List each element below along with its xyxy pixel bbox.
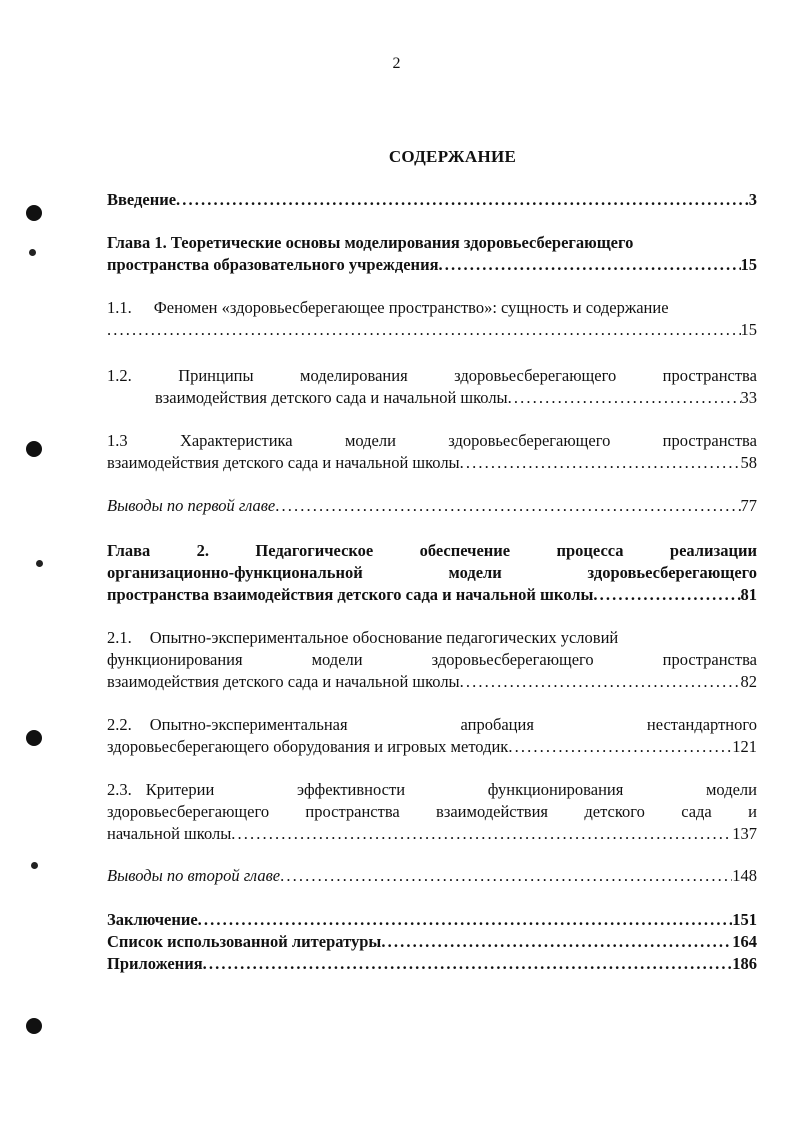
toc-entry-section-2-1-cont	[107, 649, 757, 671]
toc-entry-intro[interactable]	[107, 189, 757, 211]
entry-label: Введение	[107, 190, 177, 209]
entry-label: Опытно-экспериментальное обоснование педагогических условий	[149, 628, 619, 647]
entry-label: Выводы по первой главе	[107, 496, 276, 515]
word: и	[748, 802, 757, 821]
toc-entry-section-2-1[interactable]	[107, 627, 757, 649]
entry-label: пространства образовательного учреждения	[107, 255, 439, 274]
dot-leader	[381, 931, 732, 953]
page-ref: 58	[740, 453, 757, 472]
entry-label: пространства взаимодействия детского сада и начальной школы	[107, 585, 594, 604]
word: пространства	[305, 802, 400, 821]
dot-leader	[107, 319, 741, 341]
page-ref: 81	[740, 585, 757, 604]
toc-entry-chapter-1-cont	[107, 254, 757, 276]
word: Глава	[107, 541, 151, 560]
punch-hole	[26, 730, 42, 746]
word: Принципы	[178, 366, 254, 385]
word: взаимодействия	[436, 802, 549, 821]
entry-label: Список использованной литературы	[107, 932, 382, 951]
toc-entry-chapter-2-cont	[107, 562, 757, 584]
word: эффективности	[296, 780, 406, 799]
section-number: 1.2.	[107, 366, 132, 385]
dot-leader	[593, 584, 740, 606]
toc-entry-references[interactable]	[107, 931, 757, 953]
page-ref: 77	[740, 496, 757, 515]
toc-entry-conclusions-1[interactable]	[107, 495, 757, 517]
page-ref: 33	[740, 388, 757, 407]
page-ref: 137	[732, 824, 757, 843]
dot-leader	[460, 452, 741, 474]
dot-leader	[280, 865, 732, 887]
dot-leader	[460, 671, 741, 693]
word: апробация	[460, 715, 534, 734]
toc-entry-section-1-1[interactable]	[107, 297, 757, 319]
page-ref: 82	[740, 672, 757, 691]
dot-leader	[198, 909, 733, 931]
page-ref: 121	[732, 737, 757, 756]
page-ref: 186	[732, 954, 757, 973]
word: нестандартного	[646, 715, 757, 734]
page-number: 2	[392, 55, 401, 72]
word: 2.	[196, 541, 210, 560]
word: пространства	[662, 650, 757, 669]
word: здоровьесберегающего	[431, 650, 594, 669]
word: модели	[344, 431, 396, 450]
section-number: 1.3	[107, 431, 128, 450]
word: здоровьесберегающего	[454, 366, 617, 385]
word: Характеристика	[179, 431, 293, 450]
punch-hole	[26, 205, 42, 221]
page-ref: 164	[732, 932, 757, 951]
word: обеспечение	[419, 541, 511, 560]
toc-entry-section-1-2-cont	[107, 387, 757, 409]
scan-speck	[31, 862, 38, 869]
word: модели	[448, 563, 502, 582]
entry-label: Заключение	[107, 910, 198, 929]
section-number: 2.1.	[107, 628, 132, 647]
word: здоровьесберегающего	[107, 802, 270, 821]
dot-leader	[203, 953, 733, 975]
dot-leader	[275, 495, 740, 517]
word: Критерии	[145, 780, 215, 799]
word: сада	[681, 802, 712, 821]
word: пространства	[662, 366, 757, 385]
word: процесса	[556, 541, 624, 560]
toc-entry-section-2-3[interactable]	[107, 779, 757, 801]
word: реализации	[669, 541, 757, 560]
punch-hole	[26, 1018, 42, 1034]
toc-entry-section-1-2[interactable]	[107, 365, 757, 387]
toc-entry-section-1-3-cont	[107, 452, 757, 474]
punch-hole	[26, 441, 42, 457]
toc-entry-section-2-1-cont	[107, 671, 757, 693]
section-number: 2.2.	[107, 715, 132, 734]
entry-label: Глава 1. Теоретические основы моделирования здоровьесберегающего	[107, 233, 634, 252]
page-ref: 3	[748, 190, 757, 209]
word: функционирования	[487, 780, 624, 799]
toc-title: СОДЕРЖАНИЕ	[388, 147, 517, 166]
toc-entry-section-2-3-cont	[107, 801, 757, 823]
entry-label: взаимодействия детского сада и начальной школы	[155, 388, 508, 407]
word: моделирования	[300, 366, 408, 385]
word: модели	[311, 650, 363, 669]
toc-entry-section-1-3[interactable]	[107, 430, 757, 452]
word: пространства	[662, 431, 757, 450]
entry-label: здоровьесберегающего оборудования и игровых методик	[107, 737, 509, 756]
section-number: 1.1.	[107, 298, 132, 317]
word: организационно-функциональной	[107, 563, 363, 582]
word: модели	[705, 780, 757, 799]
word: здоровьесберегающего	[587, 563, 757, 582]
entry-label: Приложения	[107, 954, 203, 973]
page-ref: 15	[740, 320, 757, 339]
toc-entry-section-2-2[interactable]	[107, 714, 757, 736]
scan-speck	[36, 560, 43, 567]
toc-entry-conclusions-2[interactable]	[107, 865, 757, 887]
entry-label: взаимодействия детского сада и начальной школы	[107, 672, 460, 691]
dot-leader	[508, 387, 741, 409]
dot-leader	[231, 823, 732, 845]
word: Педагогическое	[255, 541, 374, 560]
toc-entry-appendices[interactable]	[107, 953, 757, 975]
entry-label: взаимодействия детского сада и начальной школы	[107, 453, 460, 472]
page-ref: 151	[732, 910, 757, 929]
dot-leader	[508, 736, 732, 758]
scan-speck	[29, 249, 36, 256]
entry-label: Выводы по второй главе	[107, 866, 281, 885]
dot-leader	[176, 189, 749, 211]
toc-entry-chapter-1[interactable]	[107, 232, 757, 254]
word: детского	[584, 802, 645, 821]
word: здоровьесберегающего	[448, 431, 611, 450]
entry-label: Феномен «здоровьесберегающее пространство»: сущность и содержание	[153, 298, 669, 317]
toc-entry-section-1-1-cont	[107, 319, 757, 341]
page-ref: 148	[732, 866, 757, 885]
toc-entry-section-2-2-cont	[107, 736, 757, 758]
word: Опытно-экспериментальная	[149, 715, 348, 734]
section-number: 2.3.	[107, 780, 132, 799]
toc-entry-conclusion[interactable]	[107, 909, 757, 931]
dot-leader	[439, 254, 741, 276]
toc-entry-section-2-3-cont	[107, 823, 757, 845]
toc-entry-chapter-2[interactable]	[107, 540, 757, 562]
entry-label: начальной школы	[107, 824, 232, 843]
toc-entry-chapter-2-cont	[107, 584, 757, 606]
page-ref: 15	[740, 255, 757, 274]
word: функционирования	[107, 650, 243, 669]
